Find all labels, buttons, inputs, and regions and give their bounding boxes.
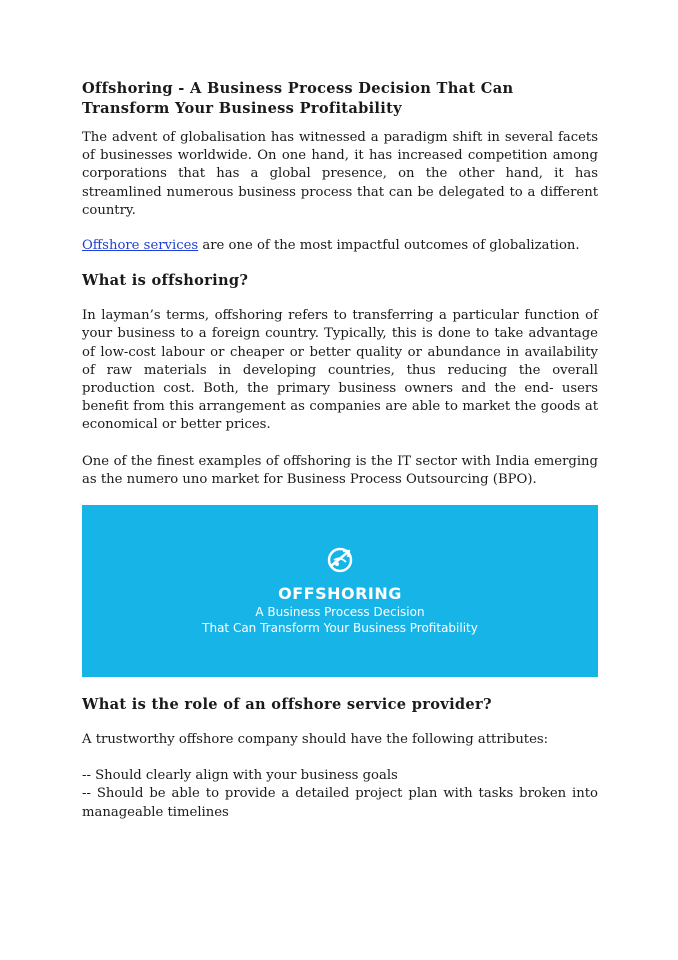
it-sector-paragraph: One of the finest examples of offshoring is the IT sector with India emerging as the numero uno market for Business Process Outsourcing (BPO). — [82, 453, 598, 487]
globe-arrows-icon — [326, 546, 354, 574]
role-paragraph: A trustworthy offshore company should have the following attributes: — [82, 732, 549, 748]
offshoring-banner-image — [82, 505, 598, 677]
what-is-offshoring-paragraph: In layman’s terms, offshoring refers to transferring a particular function of your business to a foreign country. Typically, this is done to take advantage of low-cost labour or cheaper or better quality or abundance in availability of raw materials in developing countries, thus reducing the overall production cost. Both, the primary business owners and the end- users benefit from this arrangement as companies are able to market the goods at economical or better prices. — [82, 308, 598, 433]
list-item: -- Should clearly align with your business goals — [82, 768, 398, 784]
heading-what-is-offshoring: What is offshoring? — [82, 272, 249, 290]
page-title: Offshoring - A Business Process Decision That Can Transform Your Business Profitability — [82, 80, 514, 117]
offshore-services-link[interactable]: Offshore services — [82, 238, 199, 254]
banner-subtitle-line1: A Business Process Decision — [255, 605, 425, 620]
offshore-services-paragraph — [82, 237, 598, 255]
intro-paragraph: The advent of globalisation has witnessed a paradigm shift in several facets of businesses worldwide. On one hand, it has increased competition among corporations that has a global presence, on the other hand, it has streamlined numerous business process that can be delegated to a different country. — [82, 130, 598, 218]
heading-role-of-provider: What is the role of an offshore service provider? — [82, 696, 492, 714]
banner-title: OFFSHORING — [278, 584, 402, 604]
list-item: -- Should be able to provide a detailed project plan with tasks broken into manageable timelines — [82, 786, 598, 820]
offshore-services-text: are one of the most impactful outcomes of globalization. — [198, 238, 580, 254]
document-page — [82, 79, 598, 822]
banner-subtitle-line2: That Can Transform Your Business Profitability — [202, 621, 478, 636]
